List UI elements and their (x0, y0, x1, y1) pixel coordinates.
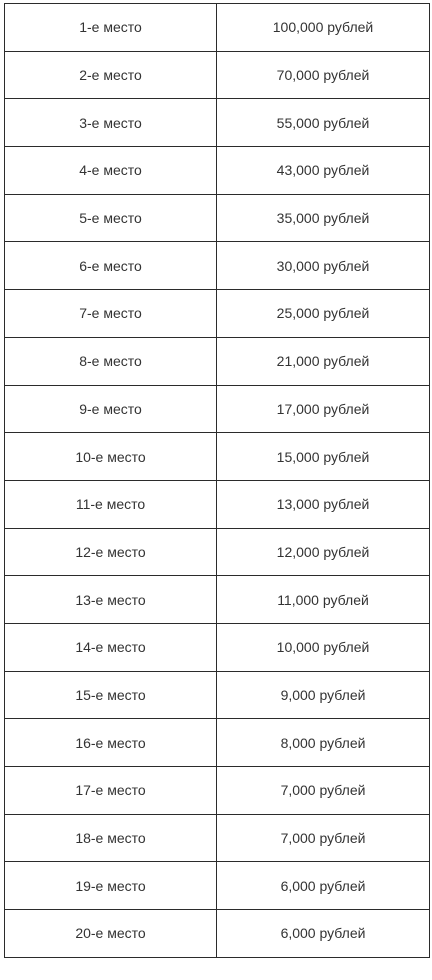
table-row (5, 385, 430, 433)
prize-amount-cell: 6,000 рублей (217, 862, 430, 910)
table-row (5, 242, 430, 290)
place-cell: 12-е место (5, 528, 217, 576)
prize-amount-cell: 7,000 рублей (217, 767, 430, 815)
table-row (5, 814, 430, 862)
table-row (5, 671, 430, 719)
prize-amount-cell: 8,000 рублей (217, 719, 430, 767)
place-cell: 10-е место (5, 433, 217, 481)
table-row (5, 862, 430, 910)
prize-amount-cell: 21,000 рублей (217, 337, 430, 385)
table-row (5, 337, 430, 385)
table-row (5, 290, 430, 338)
table-row (5, 767, 430, 815)
prize-amount-cell: 25,000 рублей (217, 290, 430, 338)
place-cell: 2-е место (5, 51, 217, 99)
table-row (5, 433, 430, 481)
table-row (5, 147, 430, 195)
prize-amount-cell: 7,000 рублей (217, 814, 430, 862)
place-cell: 13-е место (5, 576, 217, 624)
table-row (5, 4, 430, 52)
prize-amount-cell: 13,000 рублей (217, 480, 430, 528)
prize-amount-cell: 15,000 рублей (217, 433, 430, 481)
prize-amount-cell: 35,000 рублей (217, 194, 430, 242)
table-row (5, 623, 430, 671)
place-cell: 1-е место (5, 4, 217, 52)
place-cell: 20-е место (5, 910, 217, 958)
prize-amount-cell: 10,000 рублей (217, 623, 430, 671)
place-cell: 5-е место (5, 194, 217, 242)
prize-amount-cell: 9,000 рублей (217, 671, 430, 719)
prize-amount-cell: 30,000 рублей (217, 242, 430, 290)
table-row (5, 910, 430, 958)
prize-amount-cell: 17,000 рублей (217, 385, 430, 433)
place-cell: 18-е место (5, 814, 217, 862)
place-cell: 11-е место (5, 480, 217, 528)
place-cell: 19-е место (5, 862, 217, 910)
place-cell: 4-е место (5, 147, 217, 195)
prize-amount-cell: 55,000 рублей (217, 99, 430, 147)
place-cell: 8-е место (5, 337, 217, 385)
table-row (5, 194, 430, 242)
place-cell: 14-е место (5, 623, 217, 671)
place-cell: 16-е место (5, 719, 217, 767)
prize-amount-cell: 11,000 рублей (217, 576, 430, 624)
prize-table (4, 3, 430, 958)
place-cell: 9-е место (5, 385, 217, 433)
prize-amount-cell: 6,000 рублей (217, 910, 430, 958)
place-cell: 7-е место (5, 290, 217, 338)
place-cell: 15-е место (5, 671, 217, 719)
table-row (5, 480, 430, 528)
place-cell: 17-е место (5, 767, 217, 815)
table-row (5, 528, 430, 576)
prize-amount-cell: 43,000 рублей (217, 147, 430, 195)
prize-amount-cell: 100,000 рублей (217, 4, 430, 52)
prize-amount-cell: 70,000 рублей (217, 51, 430, 99)
prize-table-body (5, 4, 430, 958)
place-cell: 3-е место (5, 99, 217, 147)
table-row (5, 719, 430, 767)
table-row (5, 576, 430, 624)
prize-amount-cell: 12,000 рублей (217, 528, 430, 576)
place-cell: 6-е место (5, 242, 217, 290)
table-row (5, 51, 430, 99)
table-row (5, 99, 430, 147)
